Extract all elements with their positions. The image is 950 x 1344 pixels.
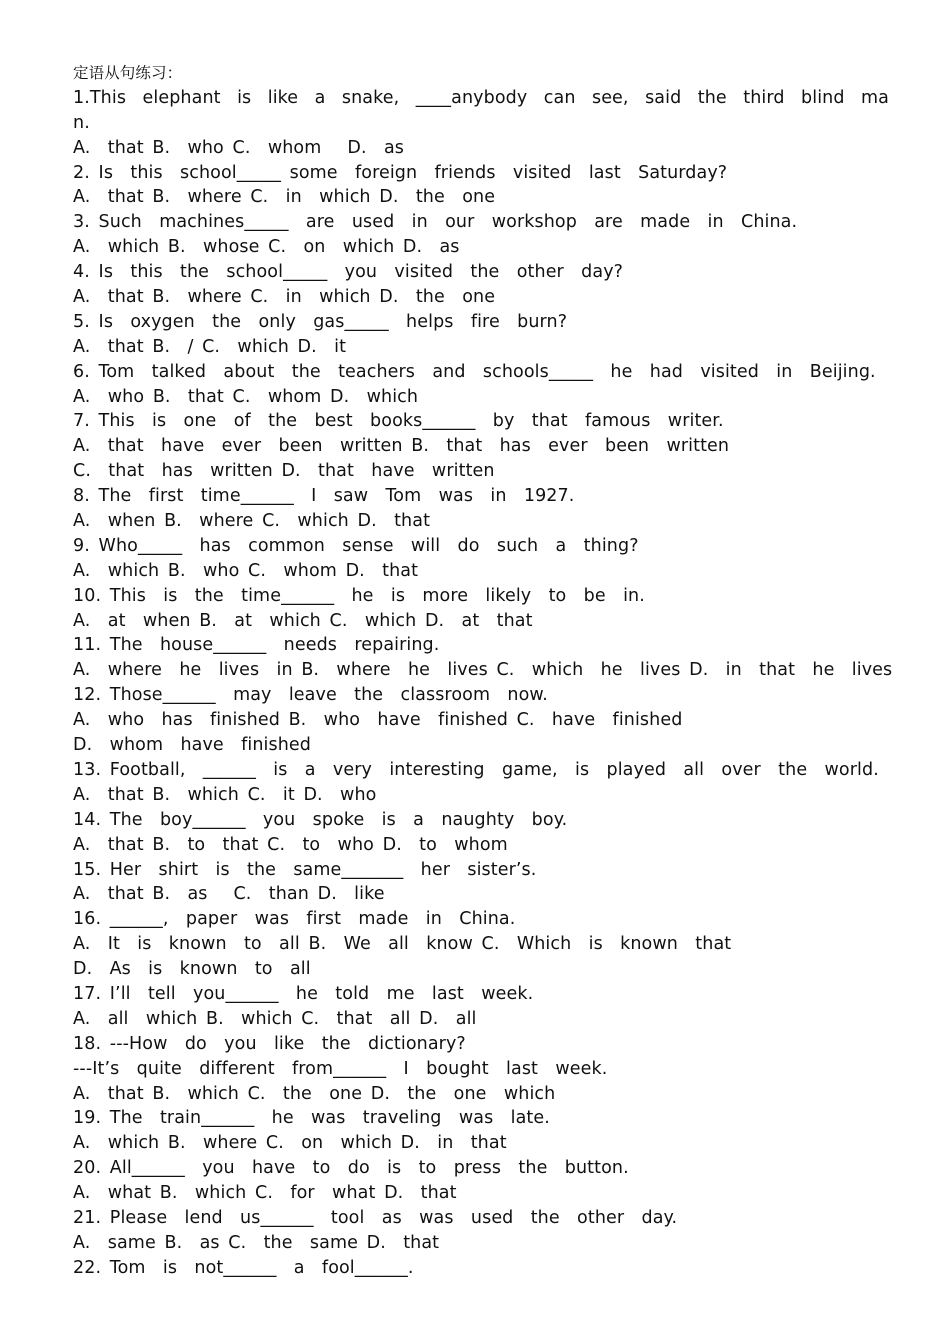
text-line: 13. Football, ______ is a very interesting game, is played all over the world. [73,759,879,780]
text-line: 12. Those______ may leave the classroom now. [73,685,548,706]
text-line: A. where he lives in B. where he lives C. which he lives D. in that he lives [73,660,893,681]
text-line: 21. Please lend us______ tool as was used the other day. [73,1207,678,1228]
text-line: 17. I’ll tell you______ he told me last week. [73,983,534,1004]
text-line: A. that B. which C. it D. who [73,784,377,805]
text-line: A. at when B. at which C. which D. at that [73,610,533,631]
text-line: ---It’s quite different from______ I bought last week. [73,1058,608,1079]
text-line: D. As is known to all [73,959,311,980]
text-line: 7. This is one of the best books______ by that famous writer. [73,411,724,432]
text-line: A. which B. who C. whom D. that [73,560,419,581]
text-line: A. that B. where C. in which D. the one [73,287,496,308]
text-line: 5. Is oxygen the only gas_____ helps fire burn? [73,311,568,332]
text-line: 2. Is this school_____ some foreign friends visited last Saturday? [73,162,728,183]
text-line: A. that B. which C. the one D. the one which [73,1083,556,1104]
text-line: 18. ---How do you like the dictionary? [73,1033,466,1054]
text-line: A. who has finished B. who have finished C. have finished [73,710,683,731]
text-line: A. that B. to that C. to who D. to whom [73,834,508,855]
text-line: A. what B. which C. for what D. that [73,1183,457,1204]
text-line: A. which B. whose C. on which D. as [73,237,460,258]
text-line: 15. Her shirt is the same_______ her sister’s. [73,859,537,880]
text-line: C. that has written D. that have written [73,461,495,482]
text-line: 4. Is this the school_____ you visited the other day? [73,262,624,283]
text-line: A. that B. where C. in which D. the one [73,187,496,208]
document-page [73,61,893,1281]
text-line: 22. Tom is not______ a fool______. [73,1257,414,1278]
text-line: A. when B. where C. which D. that [73,511,431,532]
text-line: A. It is known to all B. We all know C. Which is known that [73,934,732,955]
text-line: A. which B. where C. on which D. in that [73,1133,507,1154]
text-line: 9. Who_____ has common sense will do such a thing? [73,535,639,556]
text-line: 14. The boy______ you spoke is a naughty boy. [73,809,568,830]
question-1-line-1: 1.This elephant is like a snake, ____anybody can see, said the third blind ma [73,87,889,108]
text-line: A. that B. who C. whom D. as [73,137,404,158]
text-line: A. same B. as C. the same D. that [73,1232,440,1253]
page-title: 定语从句练习： [73,64,183,82]
text-line: 16. ______, paper was first made in China. [73,909,516,930]
text-line: 3. Such machines_____ are used in our workshop are made in China. [73,212,798,233]
text-line: 6. Tom talked about the teachers and schools_____ he had visited in Beijing. [73,361,876,382]
text-line: 19. The train______ he was traveling was late. [73,1108,550,1129]
text-line: D. whom have finished [73,735,311,756]
text-line: 11. The house______ needs repairing. [73,635,440,656]
text-line: 20. All______ you have to do is to press the button. [73,1158,629,1179]
text-line: A. all which B. which C. that all D. all [73,1008,477,1029]
text-line: A. who B. that C. whom D. which [73,386,419,407]
text-line: 10. This is the time______ he is more likely to be in. [73,585,645,606]
text-line: A. that B. as C. than D. like [73,884,385,905]
text-line: A. that have ever been written B. that has ever been written [73,436,730,457]
text-line: 8. The first time______ I saw Tom was in 1927. [73,486,575,507]
text-line: A. that B. / C. which D. it [73,336,347,357]
question-1-line-2: n. [73,112,90,133]
